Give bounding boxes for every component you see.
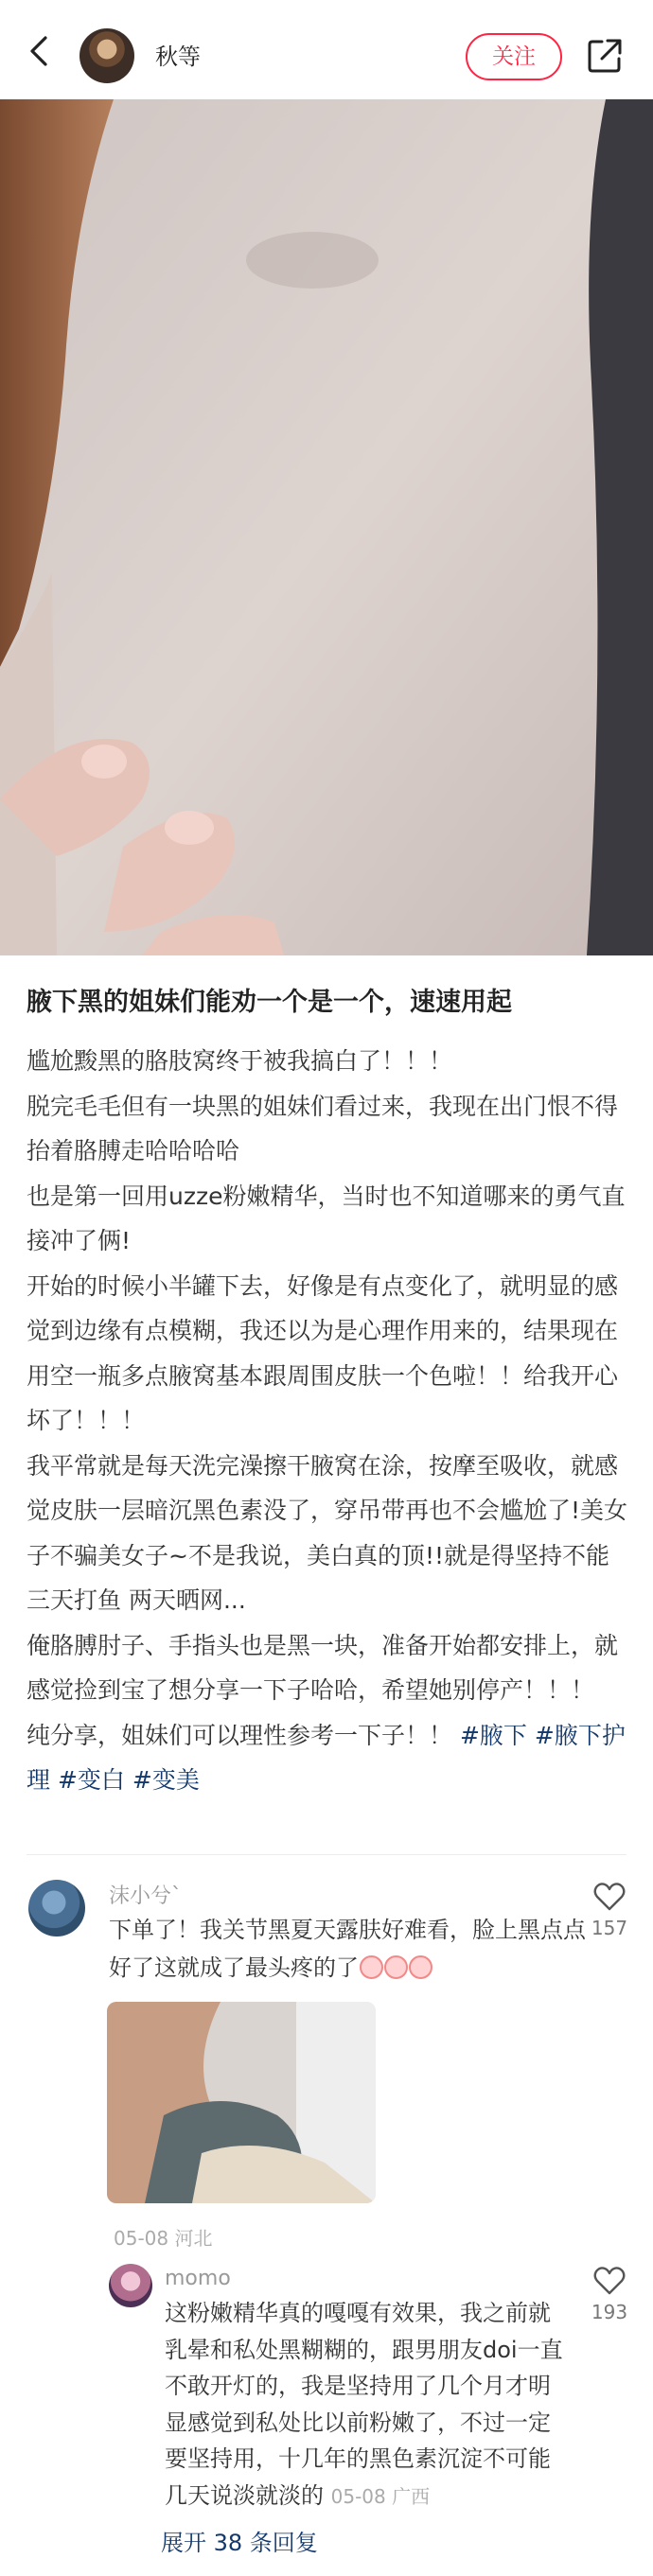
expand-replies-link[interactable]: 展开 38 条回复 — [161, 2530, 318, 2556]
comment-photo[interactable] — [107, 2002, 376, 2203]
like-count: 193 — [591, 2301, 628, 2323]
post-body — [26, 1039, 632, 1803]
post-paragraph: 脱完毛毛但有一块黑的姐妹们看过来，我现在出门恨不得抬着胳膊走哈哈哈哈 — [26, 1092, 619, 1165]
comment-photo-image — [107, 2002, 376, 2203]
commenter-avatar[interactable] — [28, 1880, 85, 1936]
comment-location: 河北 — [174, 2227, 213, 2250]
tag-link[interactable]: #腋下护理 — [26, 1721, 626, 1794]
tag-link[interactable]: #腋下 — [459, 1721, 527, 1749]
post-paragraph: 我平常就是每天洗完澡擦干腋窝在涂，按摩至吸收，就感觉皮肤一层暗沉黑色素没了，穿吊带再也不会尴尬了!美女子不骗美女子~不是我说，美白真的顶!!就是得坚持不能三天打鱼 两天晒网... — [26, 1451, 628, 1614]
post-paragraph: 也是第一回用uzze粉嫩精华，当时也不知道哪来的勇气直接冲了俩! — [26, 1182, 626, 1254]
share-button[interactable] — [587, 38, 623, 74]
post-paragraph-text: 纯分享，姐妹们可以理性参考一下子！！ — [26, 1721, 453, 1749]
comment-date: 05-08 — [114, 2227, 169, 2250]
crying-emoji-icon — [409, 1955, 432, 1979]
share-icon — [587, 38, 623, 74]
comment-text[interactable] — [109, 1911, 591, 1987]
author-avatar[interactable] — [79, 28, 134, 83]
reply-meta — [331, 2485, 430, 2508]
crying-emoji-icon — [384, 1955, 408, 1979]
post-paragraph: 俺胳膊肘子、手指头也是黑一块，准备开始都安排上，就感觉捡到宝了想分享一下子哈哈，希望她别停产！！！ — [26, 1631, 619, 1704]
reply-name[interactable]: momo — [165, 2267, 231, 2290]
divider — [26, 1854, 627, 1855]
chevron-left-icon — [21, 32, 59, 70]
post-photo-image — [0, 99, 653, 955]
reply-avatar[interactable] — [109, 2264, 152, 2307]
reply-text-content: 这粉嫩精华真的嘎嘎有效果，我之前就乳晕和私处黑糊糊的，跟男朋友doi一直不敢开灯的，我是坚持用了几个月才明显感觉到私处比以前粉嫩了，不过一定要坚持用，十几年的黑色素沉淀不可能几天说淡就淡的 — [165, 2300, 563, 2509]
back-button[interactable] — [21, 32, 59, 70]
tag-link[interactable]: #变美 — [132, 1766, 200, 1794]
author-name[interactable]: 秋等 — [155, 44, 201, 70]
reply-location: 广西 — [392, 2484, 431, 2508]
tag-link[interactable]: #变白 — [57, 1766, 125, 1794]
reply-text[interactable] — [165, 2295, 572, 2515]
commenter-name[interactable]: 沫小兮` — [109, 1884, 183, 1908]
post-title: 腋下黑的姐妹们能劝一个是一个，速速用起 — [26, 988, 512, 1017]
comment-meta — [114, 2223, 212, 2251]
reply-like-button[interactable] — [591, 2267, 628, 2323]
heart-icon — [593, 1883, 626, 1911]
crying-emoji-icon — [360, 1955, 383, 1979]
top-bar — [0, 0, 653, 99]
follow-button[interactable]: 关注 — [466, 33, 562, 80]
post-photo[interactable] — [0, 99, 653, 955]
post-paragraph: 开始的时候小半罐下去，好像是有点变化了，就明显的感觉到边缘有点模糊，我还以为是心理作用来的，结果现在用空一瓶多点腋窝基本跟周围皮肤一个色啦！！给我开心坏了！！！ — [26, 1271, 619, 1434]
post-paragraph: 尴尬黢黑的胳肢窝终于被我搞白了！！！ — [26, 1047, 453, 1075]
heart-icon — [593, 2267, 626, 2295]
like-count: 157 — [591, 1917, 628, 1939]
post-paragraph-last — [26, 1713, 632, 1803]
comment-text-content: 下单了！我关节黑夏天露肤好难看，脸上黑点点好了这就成了最头疼的了 — [109, 1917, 586, 1981]
comment-like-button[interactable] — [591, 1883, 628, 1939]
reply-date: 05-08 — [330, 2484, 386, 2508]
